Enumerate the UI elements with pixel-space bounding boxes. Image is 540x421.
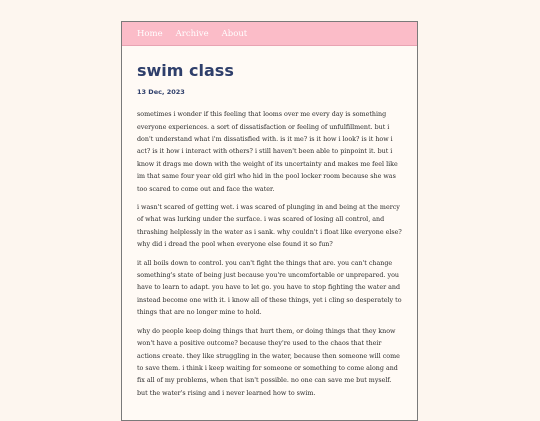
nav-link-archive[interactable]: Archive: [175, 28, 209, 39]
nav-link-about[interactable]: About: [221, 28, 248, 39]
blog-page: [121, 21, 418, 421]
nav-link-home[interactable]: Home: [137, 28, 163, 39]
post-date: 13 Dec, 2023: [137, 88, 185, 97]
top-navbar: [122, 22, 417, 46]
post-paragraph-2: i wasn't scared of getting wet. i was scared of plunging in and being at the mercy of what was lurking under the surface. i was scared of losing all control, and thrashing helplessly in the water as i sank. why couldn't i float like everyone else? why did i dread the pool when everyone else found it so fun?: [137, 204, 402, 249]
post-paragraph-1: sometimes i wonder if this feeling that looms over me every day is something everyone experiences. a sort of dissatisfaction or feeling of unfulfillment. but i don't understand what i'm dissatisfied with. is it me? is it how i look? is it how i act? is it how i interact with others? i still haven't been able to pinpoint it. but i know it drags me down with the weight of its uncertainty and makes me feel like im that same four year old girl who hid in the pool locker room because she was too scared to come out and face the water.: [137, 111, 398, 193]
post-content: [122, 61, 417, 400]
post-paragraph-3: it all boils down to control. you can't fight the things that are. you can't change something's state of being just because you're uncomfortable or unprepared. you have to learn to adapt. you have to let go. you have to stop fighting the water and instead become one with it. i know all of these things, yet i cling so desperately to things that are no longer mine to hold.: [137, 259, 402, 317]
post-title: swim class: [137, 61, 234, 80]
post-paragraph-4: why do people keep doing things that hurt them, or doing things that they know won't have a positive outcome? because they're used to the chaos that their actions create. they like struggling in the water, because then someone will come to save them. i think i keep waiting for someone or something to come along and fix all of my problems, when that isn't possible. no one can save me but myself. but the water's rising and i never learned how to swim.: [137, 327, 400, 397]
